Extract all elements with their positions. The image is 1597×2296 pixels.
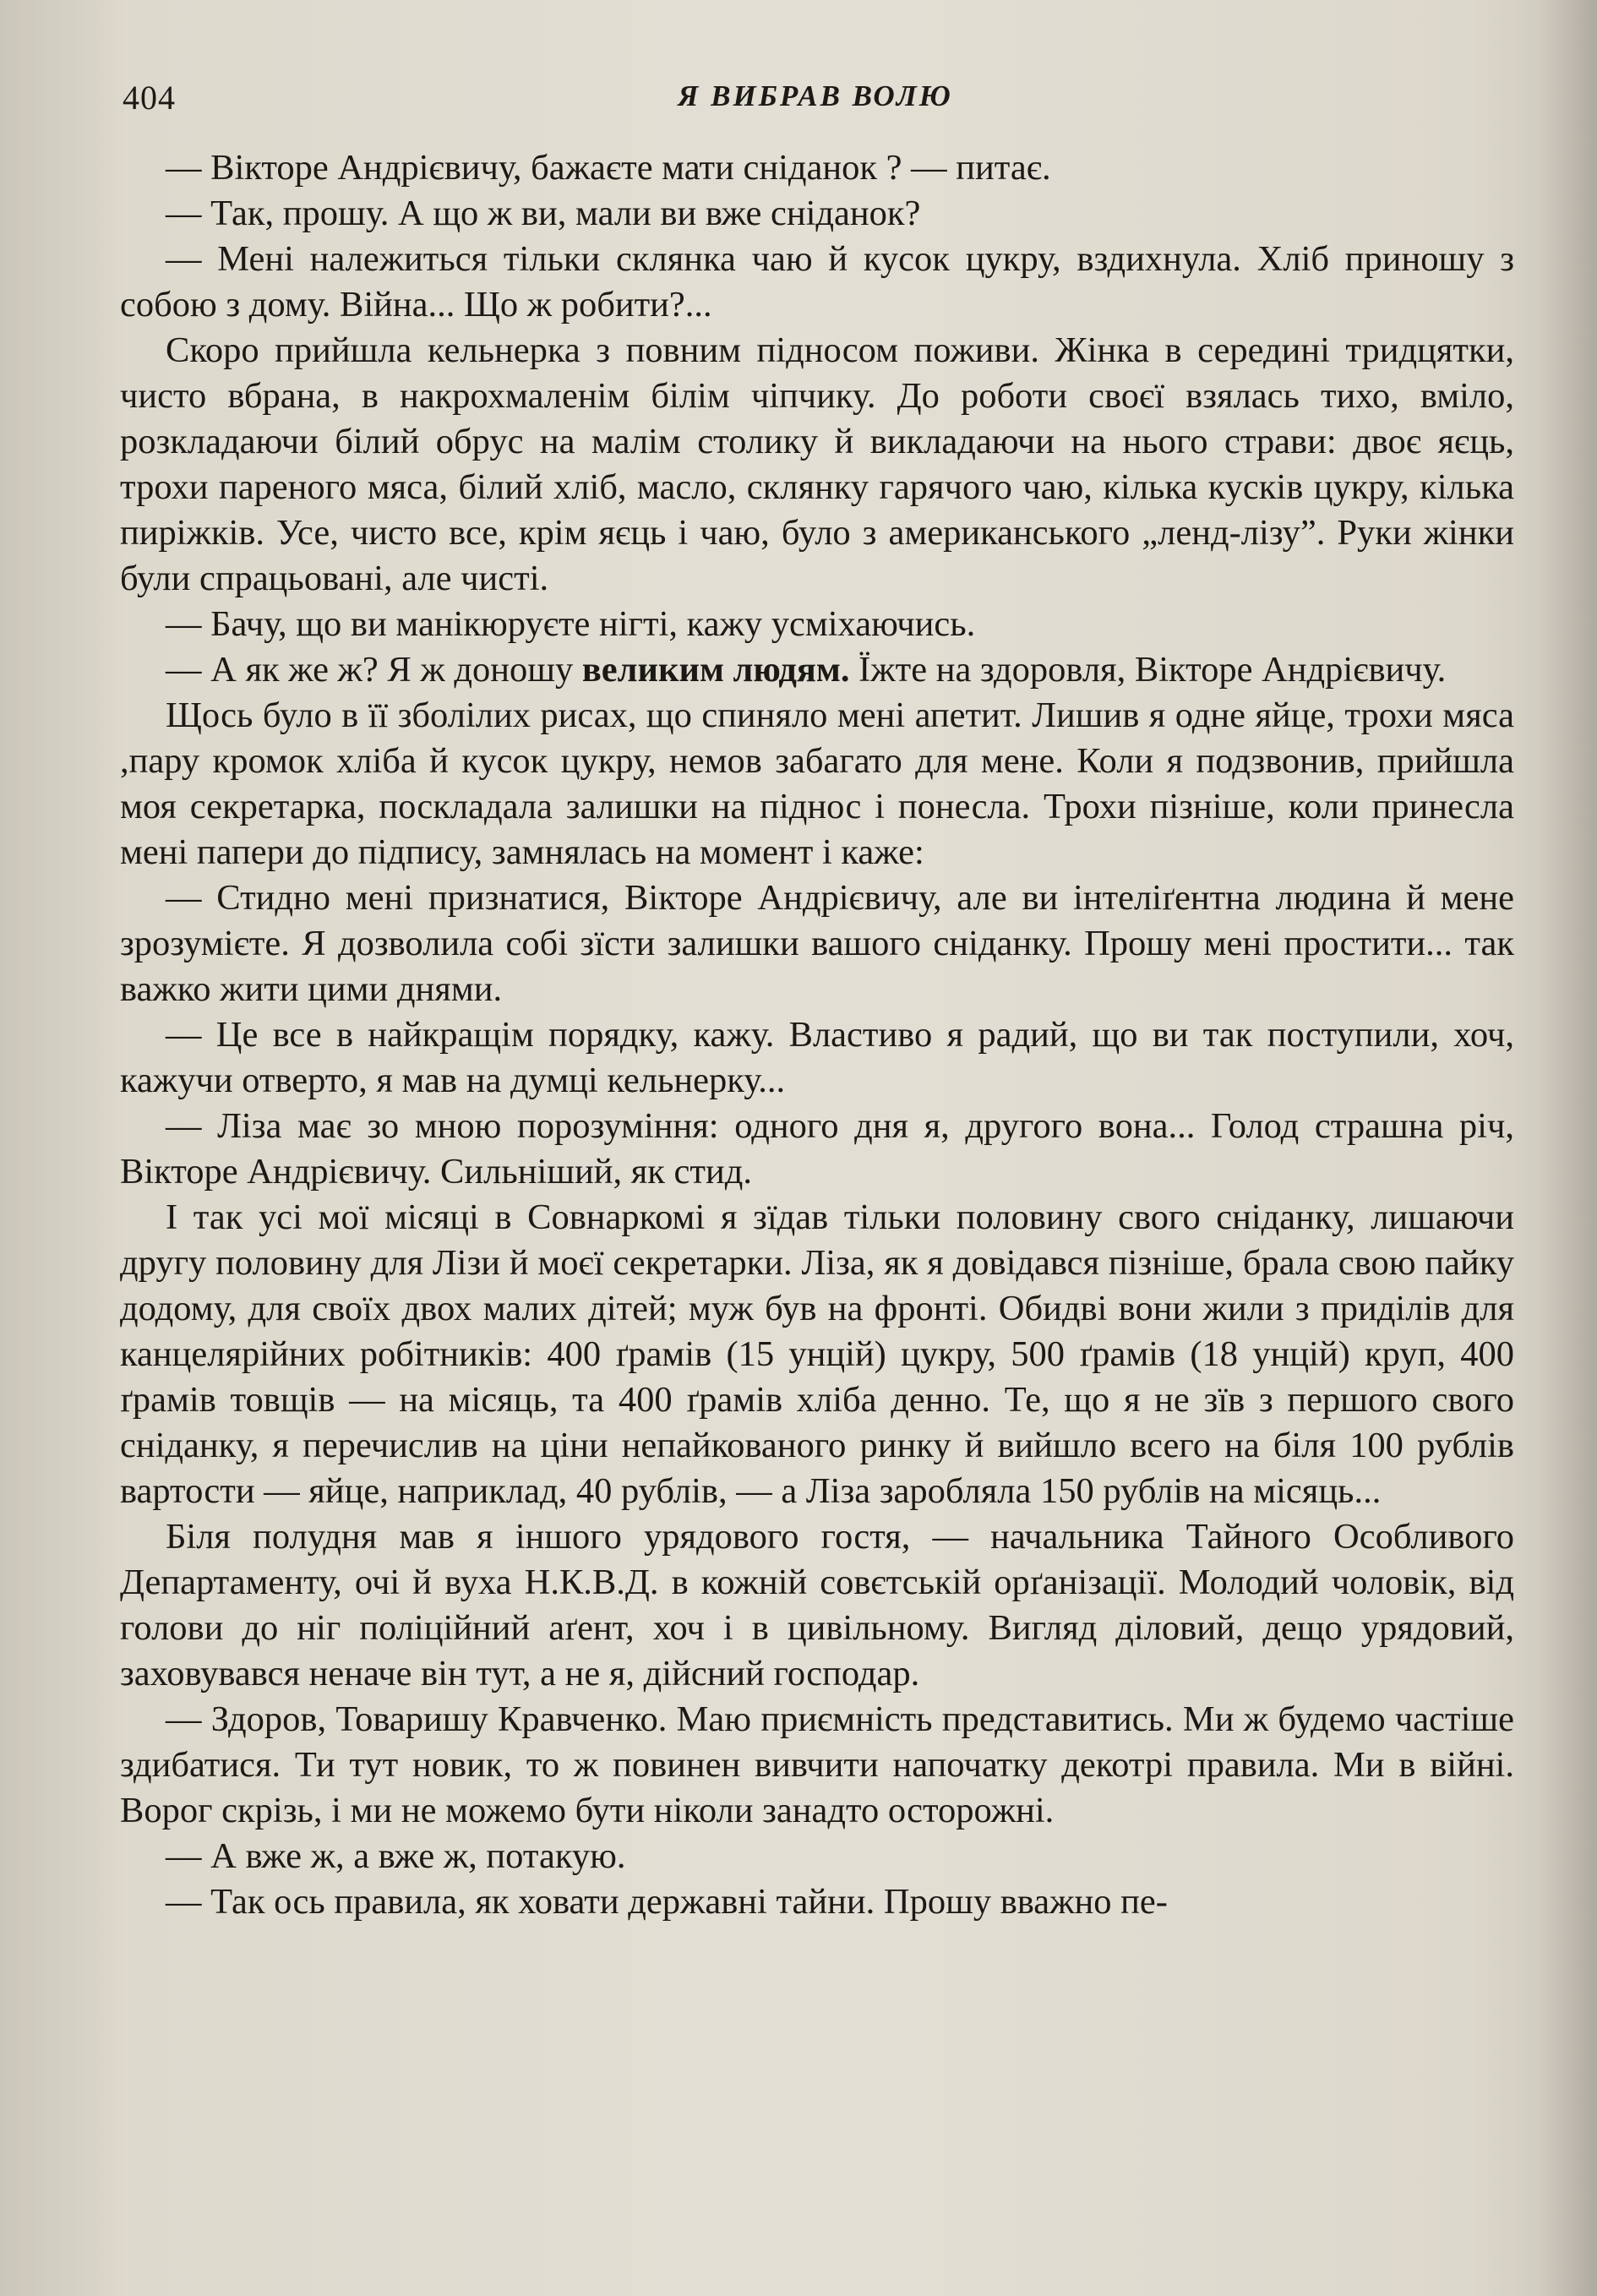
paragraph: — Бачу, що ви манікюруєте нігті, кажу усміхаючись.: [166, 604, 976, 644]
paragraph-text: — А як же ж? Я ж доношу: [166, 650, 582, 690]
paragraph: — Стидно мені признатися, Вікторе Андрієвичу, але ви інтеліґентна людина й мене зрозумієте. Я дозволила собі зїсти залишки вашого сніданку. Прошу мені простити... так важко жити цими днями.: [120, 878, 1514, 1009]
paragraph-text: Їжте на здоровля, Вікторе Андрієвичу.: [849, 650, 1447, 690]
paragraph: Щось було в її зболілих рисах, що спиняло мені апетит. Лишив я одне яйце, трохи мяса ,пару кромок хліба й кусок цукру, немов забагато для мене. Коли я подзвонив, прийшла моя секретарка, поскладала залишки на піднос і понесла. Трохи пізніше, коли принесла мені папери до підпису, замнялась на момент і каже:: [120, 695, 1514, 872]
page-number: 404: [123, 79, 176, 117]
paragraph: — А вже ж, а вже ж, потакую.: [166, 1836, 626, 1876]
running-title: Я ВИБРАВ ВОЛЮ: [678, 79, 953, 112]
paragraph: — Ліза має зо мною порозуміння: одного дня я, другого вона... Голод страшна річ, Вікторе Андрієвичу. Сильніший, як стид.: [120, 1106, 1514, 1192]
paragraph: І так усі мої місяці в Совнаркомі я зїдав тільки половину свого сніданку, лишаючи другу половину для Лізи й моєї секретарки. Ліза, як я довідався пізніше, брала свою пайку додому, для своїх двох малих дітей; муж був на фронті. Обидві вони жили з приділів для канцелярійних робітників: 400 ґрамів (15 унцій) цукру, 500 ґрамів (18 унцій) круп, 400 ґрамів товщів — на місяць, та 400 ґрамів хліба денно. Те, що я не зїв з першого свого сніданку, я перечислив на ціни непайкованого ринку й вийшло всего на біля 100 рублів вартости — яйце, наприклад, 40 рублів, — а Ліза заробляла 150 рублів на місяць...: [120, 1197, 1514, 1511]
bold-phrase: великим людям.: [581, 650, 850, 690]
paragraph: — Мені належиться тільки склянка чаю й кусок цукру, вздихнула. Хліб приношу з собою з дому. Війна... Що ж робити?...: [120, 239, 1514, 324]
page-header: [123, 78, 1508, 128]
paragraph: — Так, прошу. А що ж ви, мали ви вже сніданок?: [166, 194, 921, 233]
paragraph: [120, 647, 1514, 693]
paragraph: — Так ось правила, як ховати державні тайни. Прошу вважно пе-: [166, 1882, 1168, 1922]
paragraph: Скоро прийшла кельнерка з повним підносом поживи. Жінка в середині тридцятки, чисто вбрана, в накрохмаленім білім чіпчику. До роботи своєї взялась тихо, вміло, розкладаючи білий обрус на малім столику й викладаючи на нього страви: двоє яєць, трохи пареного мяса, білий хліб, масло, склянку гарячого чаю, кілька кусків цукру, кілька пиріжків. Усе, чисто все, крім яєць і чаю, було з американського „ленд-лізу”. Руки жінки були спрацьовані, але чисті.: [120, 330, 1514, 598]
paragraph: — Здоров, Товаришу Кравченко. Маю приємність представитись. Ми ж будемо частіше здибатися. Ти тут новик, то ж повинен вивчити напочатку декотрі правила. Ми в війні. Ворог скрізь, і ми не можемо бути ніколи занадто осторожні.: [120, 1699, 1514, 1830]
page-edge-shadow: [1538, 0, 1597, 2296]
paragraph: — Вікторе Андрієвичу, бажаєте мати сніданок ? — питає.: [166, 148, 1051, 188]
body-text: [120, 145, 1514, 1925]
paragraph: Біля полудня мав я іншого урядового гостя, — начальника Тайного Особливого Департаменту, очі й вуха Н.К.В.Д. в кожній совєтській орґанізації. Молодий чоловік, від голови до ніг поліційний аґент, хоч і в цивільному. Вигляд діловий, дещо урядовий, заховувався неначе він тут, а не я, дійсний господар.: [120, 1517, 1514, 1693]
paragraph: — Це все в найкращім порядку, кажу. Властиво я радий, що ви так поступили, хоч, кажучи отверто, я мав на думці кельнерку...: [120, 1015, 1514, 1100]
